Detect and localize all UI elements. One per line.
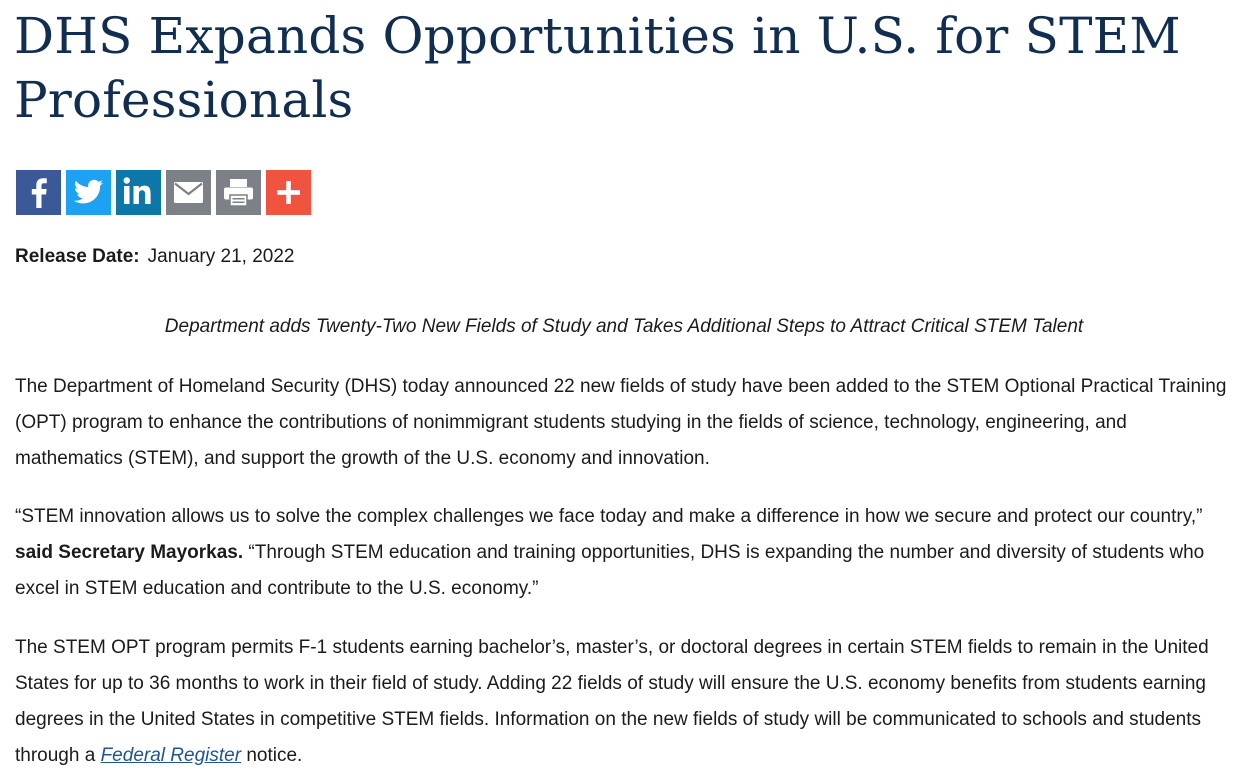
share-linkedin-button[interactable] (116, 170, 161, 215)
share-print-button[interactable] (216, 170, 261, 215)
federal-register-link[interactable]: Federal Register (100, 745, 242, 766)
quote-part-2: “Through STEM education and training opportunities, DHS is expanding the number and diversity of students who excel in STEM education and contribute to the U.S. economy.” (15, 542, 1205, 599)
quote-attribution: said Secretary Mayorkas. (15, 542, 244, 563)
share-email-button[interactable] (166, 170, 211, 215)
page-title: DHS Expands Opportunities in U.S. for STEM Professionals (14, 7, 1181, 129)
paragraph-2 (15, 499, 1237, 607)
paragraph-3 (15, 630, 1237, 774)
paragraph-3-end: notice. (246, 745, 303, 766)
share-more-button[interactable] (266, 170, 311, 215)
email-icon (166, 170, 211, 215)
quote-part-1: “STEM innovation allows us to solve the complex challenges we face today and make a difference in how we secure and protect our country,” (15, 506, 1203, 527)
twitter-icon (66, 170, 111, 215)
print-icon (216, 170, 261, 215)
facebook-icon (16, 170, 61, 215)
release-date-row (15, 243, 294, 271)
plus-icon (266, 170, 311, 215)
share-facebook-button[interactable] (16, 170, 61, 215)
release-date-label: Release Date: (15, 246, 140, 267)
paragraph-1: The Department of Homeland Security (DHS) today announced 22 new fields of study have been added to the STEM Optional Practical Training (OPT) program to enhance the contributions of nonimmigrant students studying in the fields of science, technology, engineering, and mathematics (STEM), and support the growth of the U.S. economy and innovation. (15, 376, 1227, 469)
paragraph-3-text: The STEM OPT program permits F-1 students earning bachelor’s, master’s, or doctoral degrees in certain STEM fields to remain in the United States for up to 36 months to work in their field of study. Adding 22 fields of study will ensure the U.S. economy benefits from students earning degrees in the United States in competitive STEM fields. Information on the new fields of study will be communicated to schools and students through a (15, 637, 1209, 766)
linkedin-icon (116, 170, 161, 215)
share-toolbar (16, 170, 311, 215)
release-date-value: January 21, 2022 (147, 246, 295, 267)
share-twitter-button[interactable] (66, 170, 111, 215)
article-subtitle: Department adds Twenty-Two New Fields of Study and Takes Additional Steps to Attract Critical STEM Talent (164, 316, 1084, 337)
